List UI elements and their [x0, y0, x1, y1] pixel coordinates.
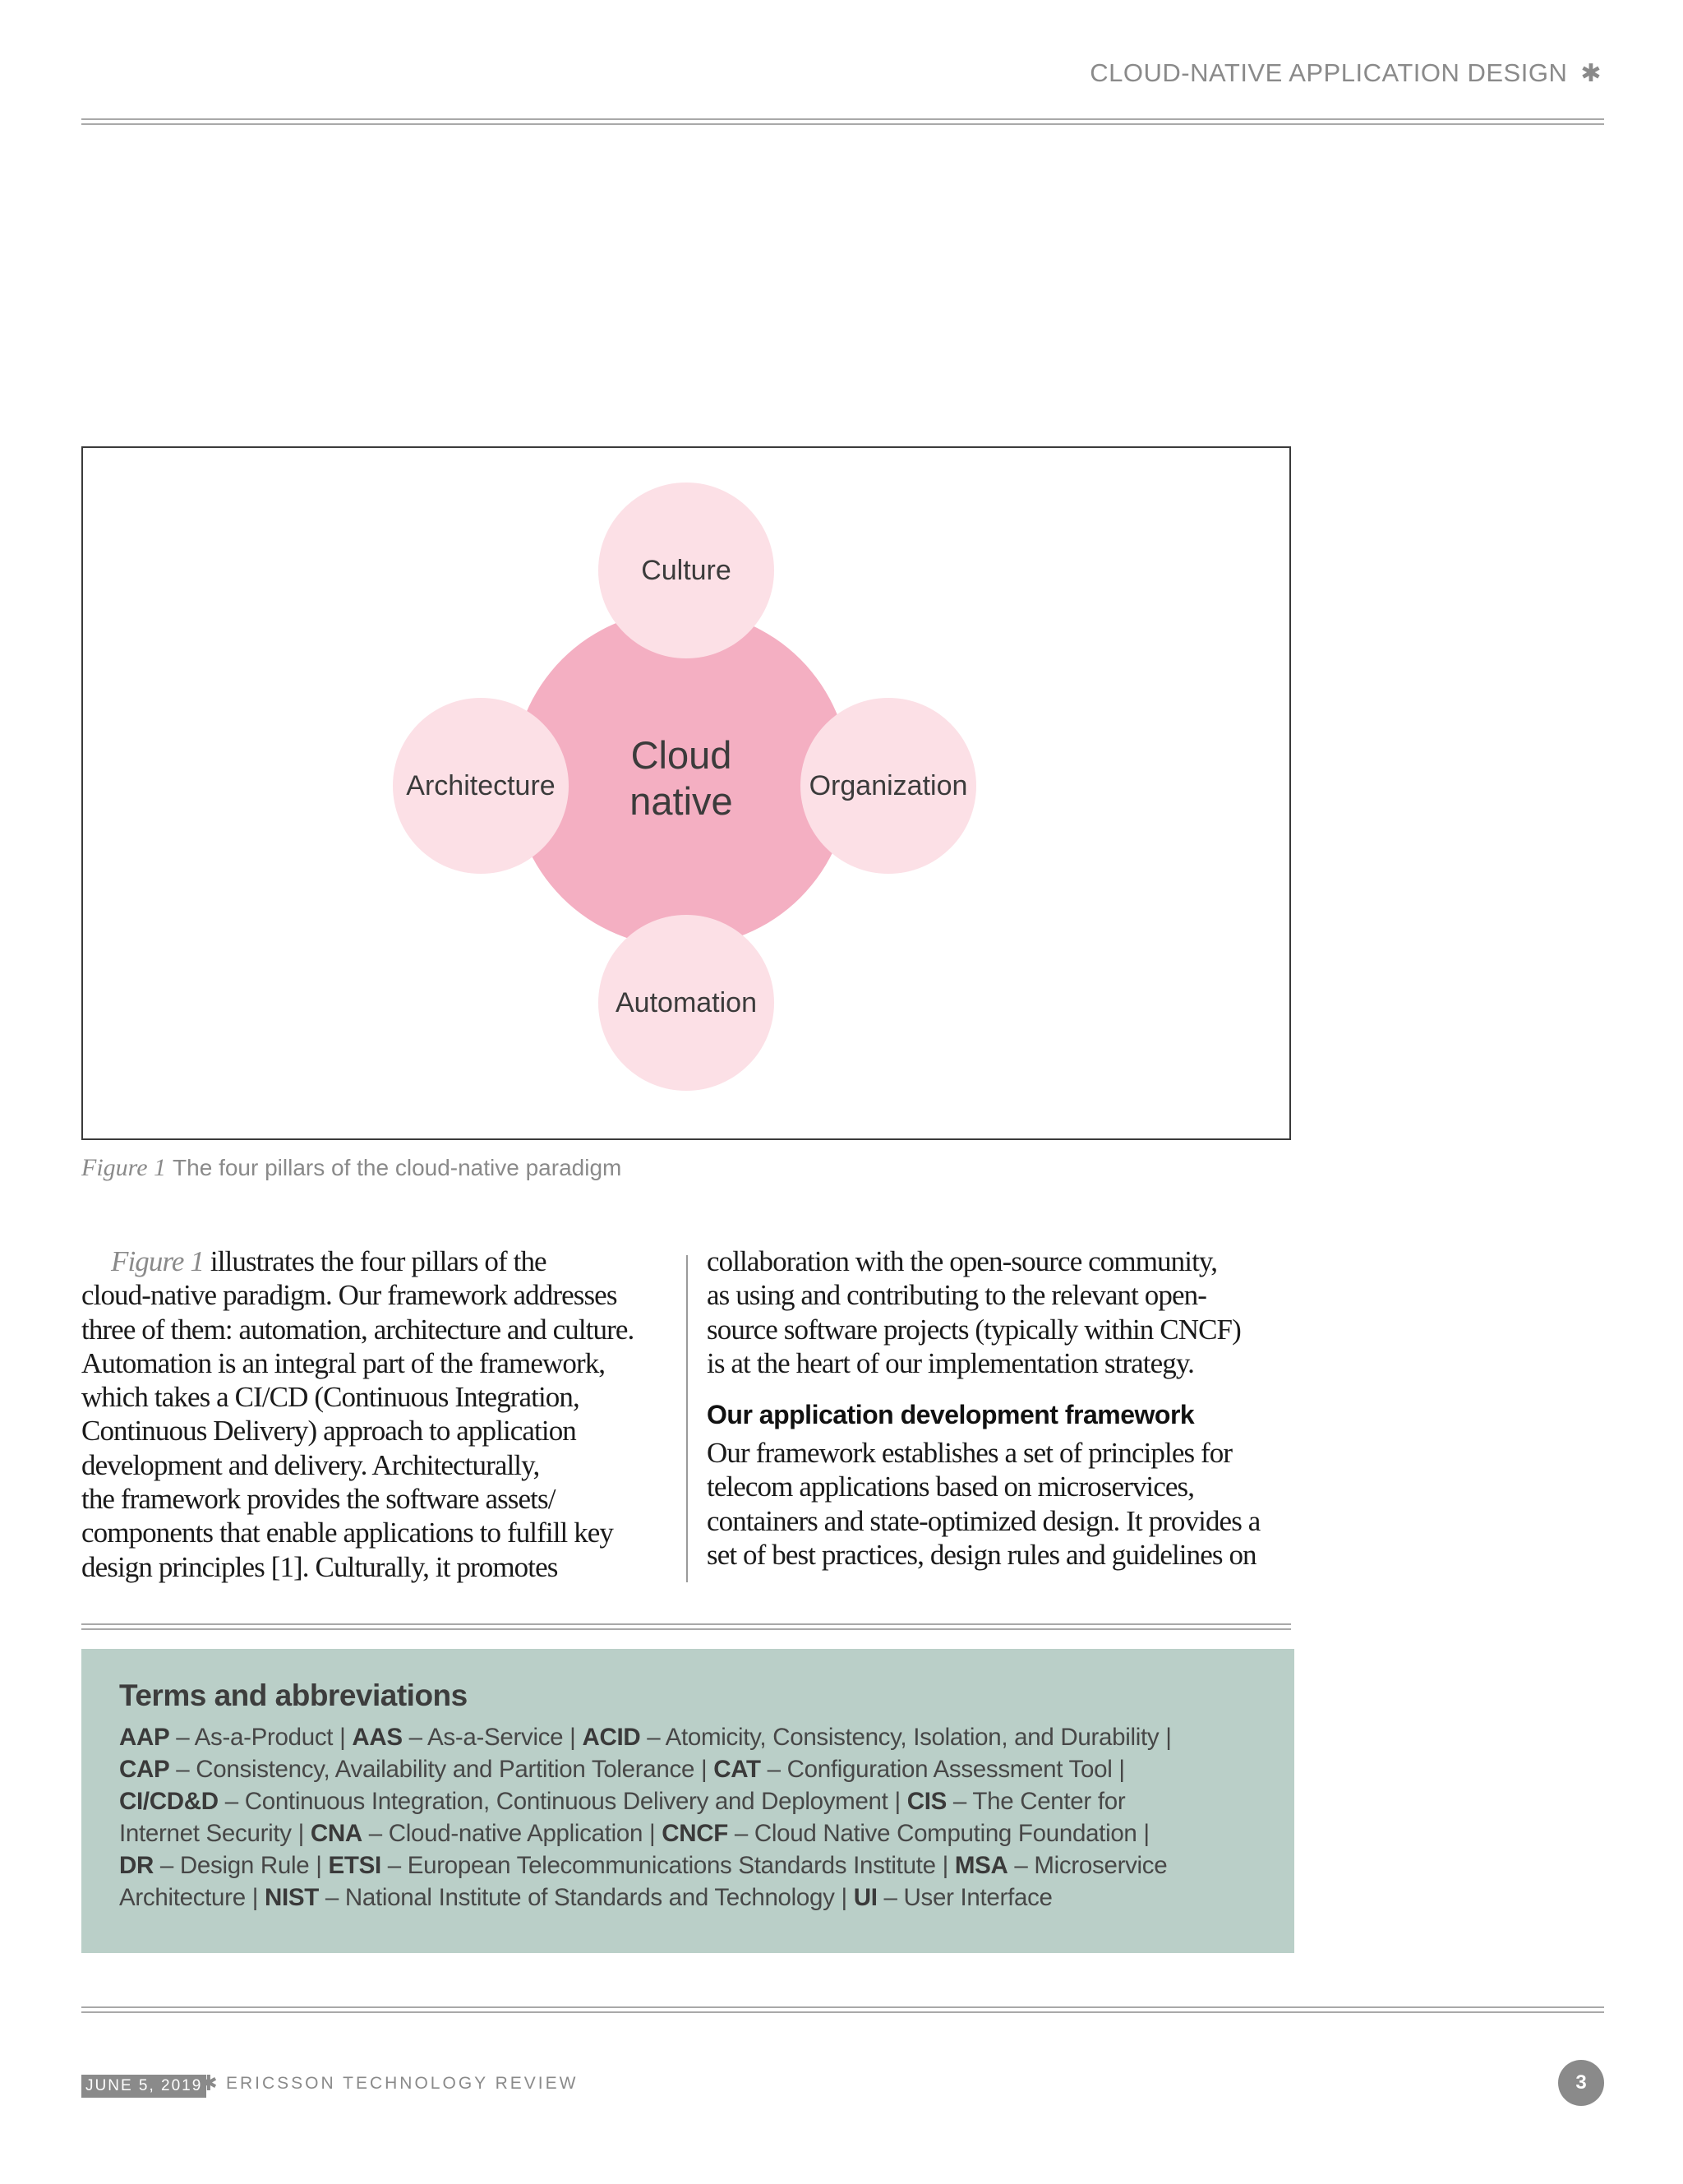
terms-list — [119, 1721, 1256, 1914]
body-line: telecom applications based on microservices, — [707, 1471, 1195, 1503]
term-abbreviation: CNCF — [662, 1820, 728, 1847]
body-line: cloud-native paradigm. Our framework addresses — [81, 1279, 617, 1312]
date-badge: JUNE 5, 2019 — [81, 2075, 206, 2098]
figure-reference: Figure 1 — [111, 1245, 205, 1277]
term-definition: – National Institute of Standards and Technology | — [318, 1884, 854, 1911]
term-abbreviation: CI/CD&D — [119, 1788, 219, 1815]
term-abbreviation: NIST — [264, 1884, 319, 1911]
term-definition: Architecture | — [119, 1884, 265, 1911]
term-abbreviation: CAT — [713, 1756, 761, 1783]
term-definition: – The Center for — [947, 1788, 1126, 1815]
center-label-line-2: native — [629, 779, 733, 823]
body-line: which takes a CI/CD (Continuous Integration, — [81, 1381, 579, 1414]
page-number: 3 — [1558, 2060, 1604, 2106]
body-line — [81, 1244, 657, 1278]
body-line: Automation is an integral part of the framework, — [81, 1346, 606, 1379]
asterisk-icon: ✱ — [200, 2071, 218, 2095]
term-abbreviation: CNA — [310, 1820, 362, 1847]
body-rule — [81, 1623, 1291, 1630]
body-column-right — [707, 1244, 1298, 1572]
figure-caption-label: Figure 1 — [81, 1154, 167, 1181]
term-abbreviation: CIS — [906, 1788, 947, 1815]
body-line: as using and contributing to the relevant open- — [707, 1279, 1206, 1312]
pillar-culture — [598, 483, 774, 658]
figure-caption — [81, 1154, 621, 1182]
term-definition: – Continuous Integration, Continuous Delivery and Deployment | — [218, 1788, 907, 1815]
body-line: components that enable applications to fulfill key — [81, 1517, 614, 1549]
header-rule — [81, 118, 1604, 125]
body-line: the framework provides the software assets/ — [81, 1483, 556, 1516]
term-abbreviation: ACID — [582, 1724, 641, 1751]
term-abbreviation: AAS — [352, 1724, 403, 1751]
term-definition: – User Interface — [877, 1884, 1053, 1911]
body-line: three of them: automation, architecture and culture. — [81, 1313, 634, 1346]
footer-rule — [81, 2006, 1604, 2013]
term-definition: – Cloud-native Application | — [362, 1820, 662, 1847]
pillar-automation — [598, 915, 774, 1091]
section-heading: Our application development framework — [707, 1400, 1195, 1430]
body-line: Our framework establishes a set of principles for — [707, 1437, 1233, 1470]
term-abbreviation: ETSI — [328, 1852, 381, 1879]
pillar-organization — [800, 698, 976, 874]
body-line: is at the heart of our implementation strategy. — [707, 1346, 1195, 1379]
term-abbreviation: UI — [853, 1884, 878, 1911]
figure-caption-text: The four pillars of the cloud-native paradigm — [173, 1155, 622, 1180]
term-definition: – Consistency, Availability and Partition Tolerance | — [169, 1756, 714, 1783]
running-header — [1090, 58, 1602, 88]
terms-line — [119, 1849, 1256, 1882]
term-definition: – European Telecommunications Standards Institute | — [380, 1852, 955, 1879]
term-definition: – Design Rule | — [154, 1852, 329, 1879]
running-header-title: CLOUD-NATIVE APPLICATION DESIGN — [1090, 58, 1568, 87]
body-column-left — [81, 1244, 657, 1584]
term-definition: – Microservice — [1007, 1852, 1168, 1879]
publication-name: ERICSSON TECHNOLOGY REVIEW — [226, 2074, 579, 2093]
terms-line — [119, 1721, 1256, 1753]
column-divider — [686, 1255, 688, 1582]
term-definition: – As-a-Service | — [402, 1724, 583, 1751]
body-line: collaboration with the open-source community, — [707, 1245, 1218, 1277]
pillar-architecture — [393, 698, 569, 874]
term-definition: Internet Security | — [119, 1820, 311, 1847]
body-line: set of best practices, design rules and guidelines on — [707, 1539, 1256, 1572]
term-abbreviation: AAP — [119, 1724, 170, 1751]
center-label-line-1: Cloud — [630, 733, 732, 777]
term-definition: – Configuration Assessment Tool | — [760, 1756, 1125, 1783]
term-abbreviation: MSA — [954, 1852, 1008, 1879]
pillar-automation-label: Automation — [616, 986, 757, 1018]
terms-line — [119, 1785, 1256, 1817]
term-definition: – Cloud Native Computing Foundation | — [727, 1820, 1150, 1847]
body-line: containers and state-optimized design. It provides a — [707, 1504, 1261, 1537]
term-definition: – Atomicity, Consistency, Isolation, and Durability | — [640, 1724, 1172, 1751]
pillar-culture-label: Culture — [641, 554, 731, 586]
terms-line — [119, 1882, 1256, 1914]
terms-title: Terms and abbreviations — [119, 1678, 468, 1712]
term-abbreviation: DR — [119, 1852, 154, 1879]
body-text: illustrates the four pillars of the — [210, 1245, 546, 1277]
terms-line — [119, 1817, 1256, 1849]
body-line: design principles [1]. Culturally, it promotes — [81, 1550, 558, 1583]
body-line: development and delivery. Architecturally, — [81, 1448, 540, 1481]
pillar-organization-label: Organization — [809, 769, 968, 801]
term-abbreviation: CAP — [119, 1756, 170, 1783]
term-definition: – As-a-Product | — [169, 1724, 353, 1751]
pillar-architecture-label: Architecture — [406, 769, 556, 801]
body-line: Continuous Delivery) approach to application — [81, 1415, 576, 1448]
asterisk-icon: ✱ — [1580, 60, 1602, 87]
terms-box — [81, 1649, 1294, 1953]
terms-line — [119, 1753, 1256, 1785]
body-line: source software projects (typically within CNCF) — [707, 1313, 1241, 1346]
